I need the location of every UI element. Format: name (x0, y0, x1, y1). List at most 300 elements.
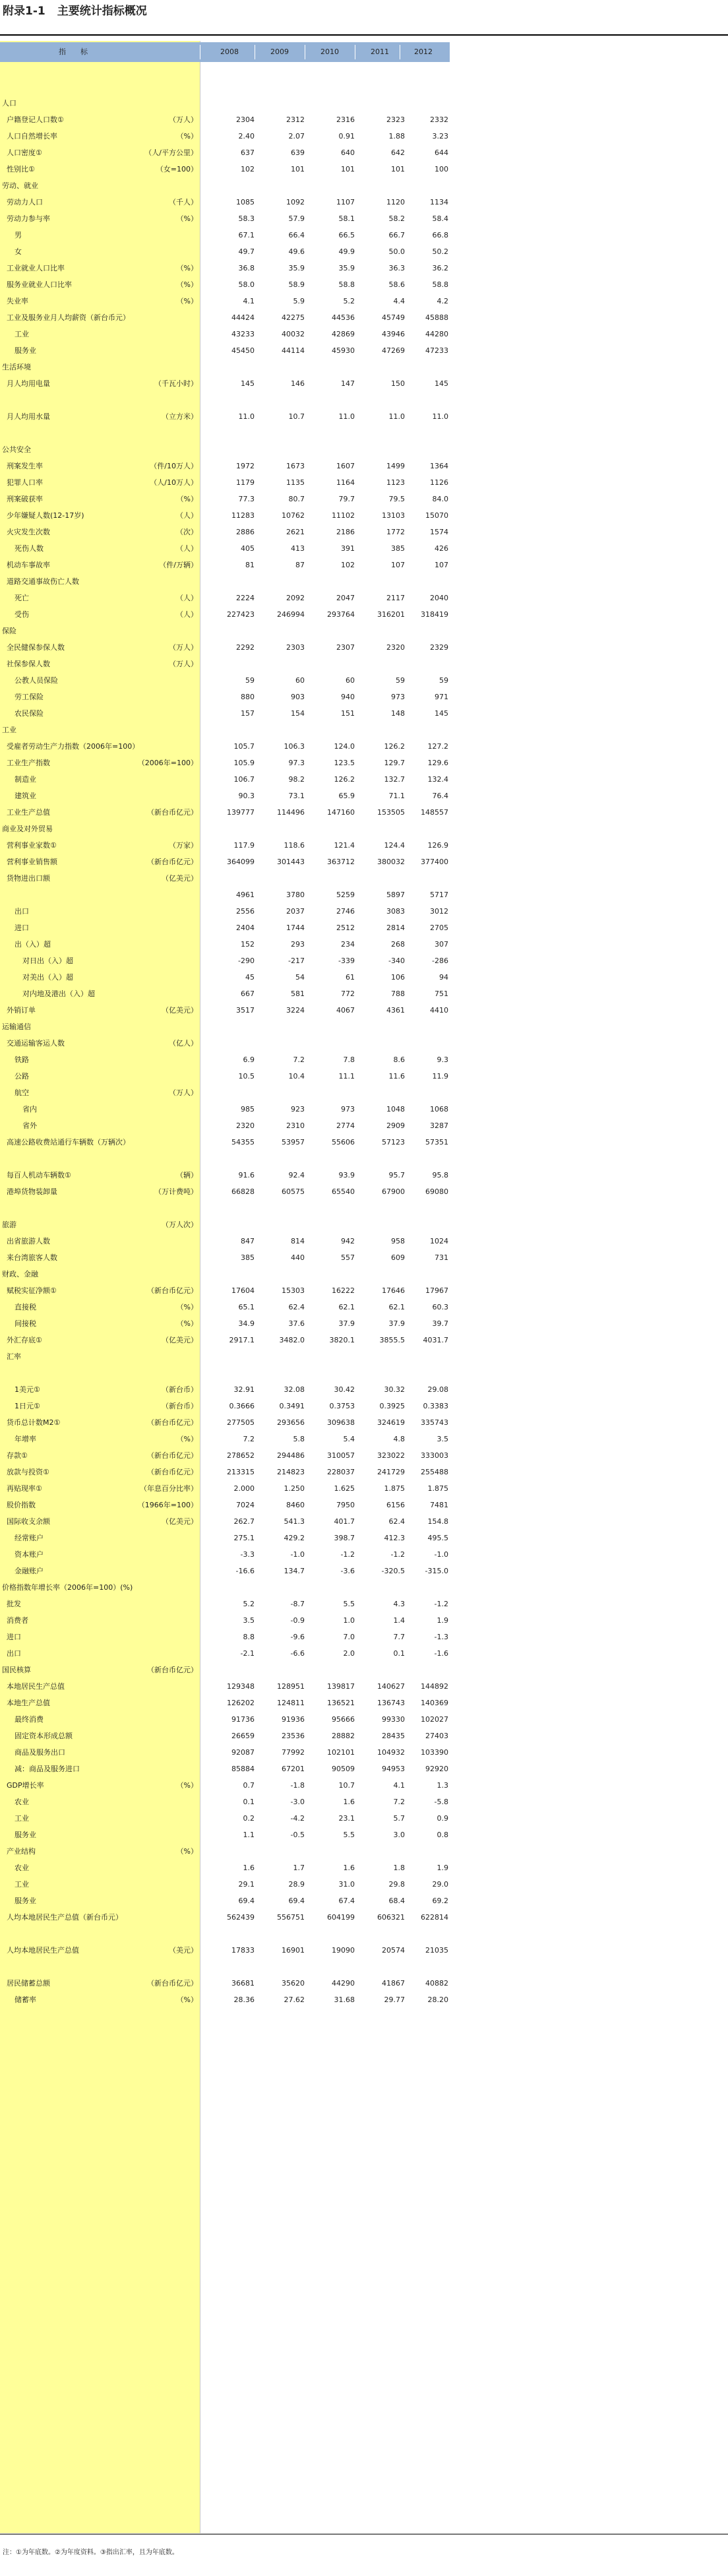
cell-value: 28.36 (233, 1995, 255, 2004)
cell-value: 62.1 (388, 1303, 405, 1311)
table-row (0, 1251, 450, 1265)
table-row (0, 1697, 450, 1710)
cell-value: 45450 (231, 346, 255, 355)
row-label: 本地居民生产总值 (7, 1682, 65, 1691)
cell-value: 15303 (282, 1286, 305, 1295)
cell-value: 262.7 (233, 1517, 255, 1526)
cell-value: 37.9 (388, 1319, 405, 1328)
cell-value: 3.5 (243, 1616, 255, 1625)
cell-value: -5.8 (434, 1798, 448, 1806)
cell-value: 11.0 (238, 412, 255, 421)
cell-value: 1.4 (393, 1616, 405, 1625)
cell-value: 44114 (282, 346, 305, 355)
row-label: 省外 (22, 1121, 37, 1130)
row-unit: （千瓦小时） (154, 379, 198, 388)
table-row (0, 1466, 450, 1479)
cell-value: 145 (435, 379, 448, 388)
cell-value: 30.32 (384, 1385, 405, 1394)
row-unit: （%） (176, 1435, 198, 1443)
cell-value: 134.7 (284, 1567, 305, 1575)
cell-value: 1772 (386, 528, 405, 536)
cell-value: 147 (341, 379, 355, 388)
row-label: 保险 (2, 627, 16, 635)
table-row (0, 1185, 450, 1199)
cell-value: -1.0 (434, 1550, 448, 1559)
cell-value: 971 (435, 693, 448, 701)
cell-value: 10.5 (238, 1072, 255, 1081)
cell-value: 323022 (377, 1451, 405, 1460)
cell-value: 40032 (282, 330, 305, 338)
row-unit: （亿人） (169, 1039, 198, 1048)
row-unit: （2006年=100） (137, 759, 198, 767)
row-unit: （%） (176, 264, 198, 272)
cell-value: 1673 (286, 462, 305, 470)
cell-value: -0.5 (290, 1831, 305, 1839)
table-row (0, 311, 450, 325)
row-label: 刑案发生率 (7, 462, 43, 470)
row-unit: （万家） (169, 841, 198, 850)
table-row (0, 1581, 450, 1594)
row-label: 国际收支余额 (7, 1517, 50, 1526)
cell-value: 7024 (236, 1501, 255, 1509)
row-label: 劳动、就业 (2, 181, 38, 190)
row-unit: （次） (176, 528, 198, 536)
table-row (0, 328, 450, 341)
cell-value: 1.88 (388, 132, 405, 141)
table-row (0, 1218, 450, 1232)
cell-value: -16.6 (235, 1567, 255, 1575)
cell-value: 94953 (382, 1765, 405, 1773)
row-unit: （立方米） (162, 412, 198, 421)
cell-value: 3.5 (437, 1435, 448, 1443)
cell-value: 102027 (421, 1715, 448, 1724)
table-row (0, 410, 450, 424)
row-label: 全民健保参保人数 (7, 643, 65, 652)
table-row (0, 1532, 450, 1545)
cell-value: -6.6 (290, 1649, 305, 1658)
cell-value: 958 (391, 1237, 405, 1245)
cell-value: 11283 (231, 511, 255, 520)
cell-value: 8460 (286, 1501, 305, 1509)
cell-value: 2092 (286, 594, 305, 602)
cell-value: 10.7 (288, 412, 305, 421)
table-row (0, 1301, 450, 1314)
table-row (0, 1416, 450, 1429)
table-row (0, 1449, 450, 1462)
cell-value: 129.6 (427, 759, 448, 767)
row-unit: （人/平方公里） (144, 148, 198, 157)
cell-value: 67.4 (338, 1897, 355, 1905)
row-unit: （万计费吨） (154, 1187, 198, 1196)
cell-value: 622814 (421, 1913, 448, 1922)
cell-value: 942 (341, 1237, 355, 1245)
row-unit: （%） (176, 495, 198, 503)
table-row (0, 130, 450, 143)
table-row (0, 163, 450, 176)
cell-value: 5.5 (343, 1831, 355, 1839)
cell-value: 0.2 (243, 1814, 255, 1823)
cell-value: 19090 (332, 1946, 355, 1955)
cell-value: 3.23 (432, 132, 448, 141)
cell-value: -2.1 (240, 1649, 255, 1658)
title-prefix: 附录1-1 (3, 5, 46, 18)
row-label: 外汇存底① (7, 1336, 42, 1344)
cell-value: 2304 (236, 115, 255, 124)
table-row (0, 1086, 450, 1100)
table-row (0, 740, 450, 753)
cell-value: 2316 (336, 115, 355, 124)
cell-value: -3.0 (290, 1798, 305, 1806)
cell-value: 36.3 (388, 264, 405, 272)
row-label: 居民储蓄总额 (7, 1979, 50, 1988)
row-label: 公教人员保险 (15, 676, 58, 685)
cell-value: 92087 (231, 1748, 255, 1757)
table-row (0, 1482, 450, 1495)
cell-value: 1.6 (343, 1798, 355, 1806)
row-label: 出口 (7, 1649, 21, 1658)
row-label: 机动车事故率 (7, 561, 50, 569)
cell-value: 36.8 (238, 264, 255, 272)
cell-value: 731 (435, 1253, 448, 1262)
cell-value: 49.6 (288, 247, 305, 256)
cell-value: 562439 (227, 1913, 255, 1922)
cell-value: -315.0 (425, 1567, 448, 1575)
row-unit: （人） (176, 511, 198, 520)
cell-value: 2.40 (238, 132, 255, 141)
cell-value: 49.7 (238, 247, 255, 256)
row-label: 死伤人数 (15, 544, 44, 553)
cell-value: 59 (396, 676, 405, 685)
cell-value: 39.7 (432, 1319, 448, 1328)
cell-value: 7.2 (393, 1798, 405, 1806)
cell-value: 275.1 (233, 1534, 255, 1542)
row-unit: （千人） (169, 198, 198, 206)
cell-value: 107 (391, 561, 405, 569)
table-row (0, 1548, 450, 1561)
cell-value: 307 (435, 940, 448, 949)
row-label: 间接税 (15, 1319, 36, 1328)
cell-value: 2320 (386, 643, 405, 652)
cell-value: 5.5 (343, 1600, 355, 1608)
table-row (0, 1317, 450, 1331)
table-row (0, 823, 450, 836)
table-row (0, 806, 450, 819)
header-year: 2010 (320, 47, 339, 56)
cell-value: 60575 (282, 1187, 305, 1196)
table-row (0, 1796, 450, 1809)
cell-value: 5.2 (243, 1600, 255, 1608)
cell-value: 60 (295, 676, 305, 685)
row-label: 公共安全 (2, 445, 31, 454)
table-row (0, 361, 450, 374)
cell-value: 26659 (231, 1732, 255, 1740)
cell-value: 69.2 (432, 1897, 448, 1905)
cell-value: 17967 (425, 1286, 448, 1295)
cell-value: 129348 (227, 1682, 255, 1691)
row-label: 进口 (7, 1633, 21, 1641)
cell-value: 69080 (425, 1187, 448, 1196)
cell-value: 847 (241, 1237, 255, 1245)
table-row (0, 493, 450, 506)
cell-value: 132.7 (384, 775, 405, 784)
cell-value: 412.3 (384, 1534, 405, 1542)
table-row (0, 839, 450, 852)
cell-value: 44424 (231, 313, 255, 322)
cell-value: 391 (341, 544, 355, 553)
table-row (0, 1565, 450, 1578)
row-unit: （人） (176, 594, 198, 602)
cell-value: 13103 (382, 511, 405, 520)
cell-value: 27.62 (284, 1995, 305, 2004)
row-label: 旅游 (2, 1220, 16, 1229)
cell-value: 3517 (236, 1006, 255, 1015)
cell-value: 4.2 (437, 297, 448, 305)
table-row (0, 1878, 450, 1891)
table-row (0, 460, 450, 473)
cell-value: 71.1 (388, 792, 405, 800)
table-row (0, 1499, 450, 1512)
row-unit: （新台币） (162, 1402, 198, 1410)
cell-value: 54355 (231, 1138, 255, 1147)
row-label: 户籍登记人口数① (7, 115, 64, 124)
cell-value: 42275 (282, 313, 305, 322)
cell-value: 401.7 (334, 1517, 355, 1526)
cell-value: 40882 (425, 1979, 448, 1988)
row-label: 对美出（入）超 (22, 973, 73, 982)
row-label: 最终消费 (15, 1715, 44, 1724)
cell-value: 58.1 (338, 214, 355, 223)
row-label: 人口 (2, 99, 16, 108)
cell-value: 2909 (386, 1121, 405, 1130)
row-label: 产业结构 (7, 1847, 36, 1856)
cell-value: 126.2 (384, 742, 405, 751)
table-row (0, 212, 450, 226)
cell-value: 146 (291, 379, 305, 388)
table-row (0, 1994, 450, 2007)
row-label: GDP增长率 (7, 1781, 44, 1790)
cell-value: 45 (245, 973, 255, 982)
row-label: 犯罪人口率 (7, 478, 43, 487)
row-label: 农业 (15, 1798, 29, 1806)
cell-value: 17646 (382, 1286, 405, 1295)
row-label: 财政、金融 (2, 1270, 38, 1278)
cell-value: 398.7 (334, 1534, 355, 1542)
row-unit: （万人） (169, 115, 198, 124)
cell-value: 5.2 (343, 297, 355, 305)
cell-value: 68.4 (388, 1897, 405, 1905)
row-label: 社保参保人数 (7, 660, 50, 668)
cell-value: 32.08 (284, 1385, 305, 1394)
row-unit: （新台币亿元） (147, 1451, 198, 1460)
cell-value: 92920 (425, 1765, 448, 1773)
table-row (0, 1350, 450, 1364)
cell-value: 42869 (332, 330, 355, 338)
cell-value: 29.0 (432, 1880, 448, 1889)
row-label: 交通运输客运人数 (7, 1039, 65, 1048)
cell-value: 318419 (421, 610, 448, 619)
table-row (0, 575, 450, 588)
cell-value: 58.6 (388, 280, 405, 289)
row-label: 减：商品及服务进口 (15, 1765, 80, 1773)
cell-value: 62.1 (338, 1303, 355, 1311)
cell-value: 81 (245, 561, 255, 569)
row-label: 少年嫌疑人数(12-17岁) (7, 511, 84, 520)
header-indicator: 指 标 (59, 47, 88, 56)
row-label: 汇率 (7, 1352, 21, 1361)
table-row (0, 955, 450, 968)
cell-value: -290 (238, 957, 255, 965)
cell-value: 1085 (236, 198, 255, 206)
table-row (0, 113, 450, 127)
row-label: 1日元① (15, 1402, 40, 1410)
row-label: 服务业就业人口比率 (7, 280, 72, 289)
row-unit: （%） (176, 297, 198, 305)
cell-value: 2746 (336, 907, 355, 916)
table-row (0, 1862, 450, 1875)
table-row (0, 542, 450, 555)
row-label: 工业生产指数 (7, 759, 50, 767)
cell-value: 2774 (336, 1121, 355, 1130)
cell-value: 10.4 (288, 1072, 305, 1081)
cell-value: 3083 (386, 907, 405, 916)
cell-value: 604199 (327, 1913, 355, 1922)
cell-value: 62.4 (288, 1303, 305, 1311)
cell-value: 2886 (236, 528, 255, 536)
table-row (0, 674, 450, 687)
cell-value: 1024 (430, 1237, 448, 1245)
row-label: 月人均用电量 (7, 379, 50, 388)
table-row (0, 691, 450, 704)
cell-value: 37.6 (288, 1319, 305, 1328)
cell-value: 101 (341, 165, 355, 173)
cell-value: 5.7 (393, 1814, 405, 1823)
cell-value: 1123 (386, 478, 405, 487)
row-label: 道路交通事故伤亡人数 (7, 577, 79, 586)
table-row (0, 196, 450, 209)
cell-value: 66.7 (388, 231, 405, 239)
cell-value: 107 (435, 561, 448, 569)
cell-value: 363712 (327, 858, 355, 866)
cell-value: 1092 (286, 198, 305, 206)
row-label: 出口 (15, 907, 29, 916)
cell-value: 1048 (386, 1105, 405, 1114)
cell-value: 10762 (282, 511, 305, 520)
cell-value: 37.9 (338, 1319, 355, 1328)
row-unit: （女=100） (156, 165, 198, 173)
cell-value: 90509 (332, 1765, 355, 1773)
cell-value: 62.4 (388, 1517, 405, 1526)
cell-value: 147160 (327, 808, 355, 817)
cell-value: 21035 (425, 1946, 448, 1955)
cell-value: 0.9 (437, 1814, 448, 1823)
cell-value: 772 (341, 990, 355, 998)
cell-value: 34.9 (238, 1319, 255, 1328)
cell-value: 126.9 (427, 841, 448, 850)
header-year: 2011 (371, 47, 389, 56)
table-row (0, 856, 450, 869)
cell-value: 99330 (382, 1715, 405, 1724)
row-label: 工业 (15, 330, 29, 338)
cell-value: 129.7 (384, 759, 405, 767)
cell-value: 4067 (336, 1006, 355, 1015)
cell-value: 294486 (277, 1451, 305, 1460)
table-row (0, 1664, 450, 1677)
cell-value: 29.77 (384, 1995, 405, 2004)
cell-value: 4961 (236, 891, 255, 899)
cell-value: 11.0 (338, 412, 355, 421)
cell-value: 84.0 (432, 495, 448, 503)
cell-value: -9.6 (290, 1633, 305, 1641)
row-label: 省内 (22, 1105, 37, 1114)
table-row (0, 938, 450, 951)
row-unit: （亿美元） (162, 1336, 198, 1344)
cell-value: 53957 (282, 1138, 305, 1147)
row-label: 劳动力人口 (7, 198, 43, 206)
cell-value: 67201 (282, 1765, 305, 1773)
cell-value: 0.1 (393, 1649, 405, 1658)
cell-value: 7.7 (393, 1633, 405, 1641)
cell-value: 29.1 (238, 1880, 255, 1889)
cell-value: 440 (291, 1253, 305, 1262)
cell-value: 609 (391, 1253, 405, 1262)
cell-value: 9.3 (437, 1055, 448, 1064)
cell-value: 642 (391, 148, 405, 157)
table-row (0, 1103, 450, 1116)
cell-value: 145 (241, 379, 255, 388)
cell-value: 45888 (425, 313, 448, 322)
cell-value: 101 (391, 165, 405, 173)
table-row (0, 344, 450, 358)
cell-value: 15070 (425, 511, 448, 520)
table-row (0, 1235, 450, 1248)
cell-value: 28.20 (427, 1995, 448, 2004)
cell-value: 49.9 (338, 247, 355, 256)
cell-value: 324619 (377, 1418, 405, 1427)
cell-value: 117.9 (233, 841, 255, 850)
cell-value: 2310 (286, 1121, 305, 1130)
cell-value: 277505 (227, 1418, 255, 1427)
row-label: 资本账户 (15, 1550, 44, 1559)
table-row (0, 905, 450, 918)
row-label: 工业 (15, 1880, 29, 1889)
row-unit: （%） (176, 280, 198, 289)
cell-value: 6156 (386, 1501, 405, 1509)
cell-value: 59 (245, 676, 255, 685)
row-label: 劳动力参与率 (7, 214, 50, 223)
cell-value: 79.5 (388, 495, 405, 503)
table-row (0, 295, 450, 308)
cell-value: 65540 (332, 1187, 355, 1196)
cell-value: 241729 (377, 1468, 405, 1476)
cell-value: 65.1 (238, 1303, 255, 1311)
cell-value: 3.0 (393, 1831, 405, 1839)
cell-value: 1364 (430, 462, 448, 470)
cell-value: 1.875 (427, 1484, 448, 1493)
cell-value: -3.3 (240, 1550, 255, 1559)
cell-value: 213315 (227, 1468, 255, 1476)
cell-value: 114496 (277, 808, 305, 817)
cell-value: 118.6 (284, 841, 305, 850)
cell-value: 61 (346, 973, 355, 982)
cell-value: 11.1 (338, 1072, 355, 1081)
cell-value: 1.6 (343, 1864, 355, 1872)
cell-value: 58.2 (388, 214, 405, 223)
cell-value: 58.4 (432, 214, 448, 223)
cell-value: 557 (341, 1253, 355, 1262)
row-label: 经常账户 (15, 1534, 44, 1542)
cell-value: 29.8 (388, 1880, 405, 1889)
table-row (0, 988, 450, 1001)
